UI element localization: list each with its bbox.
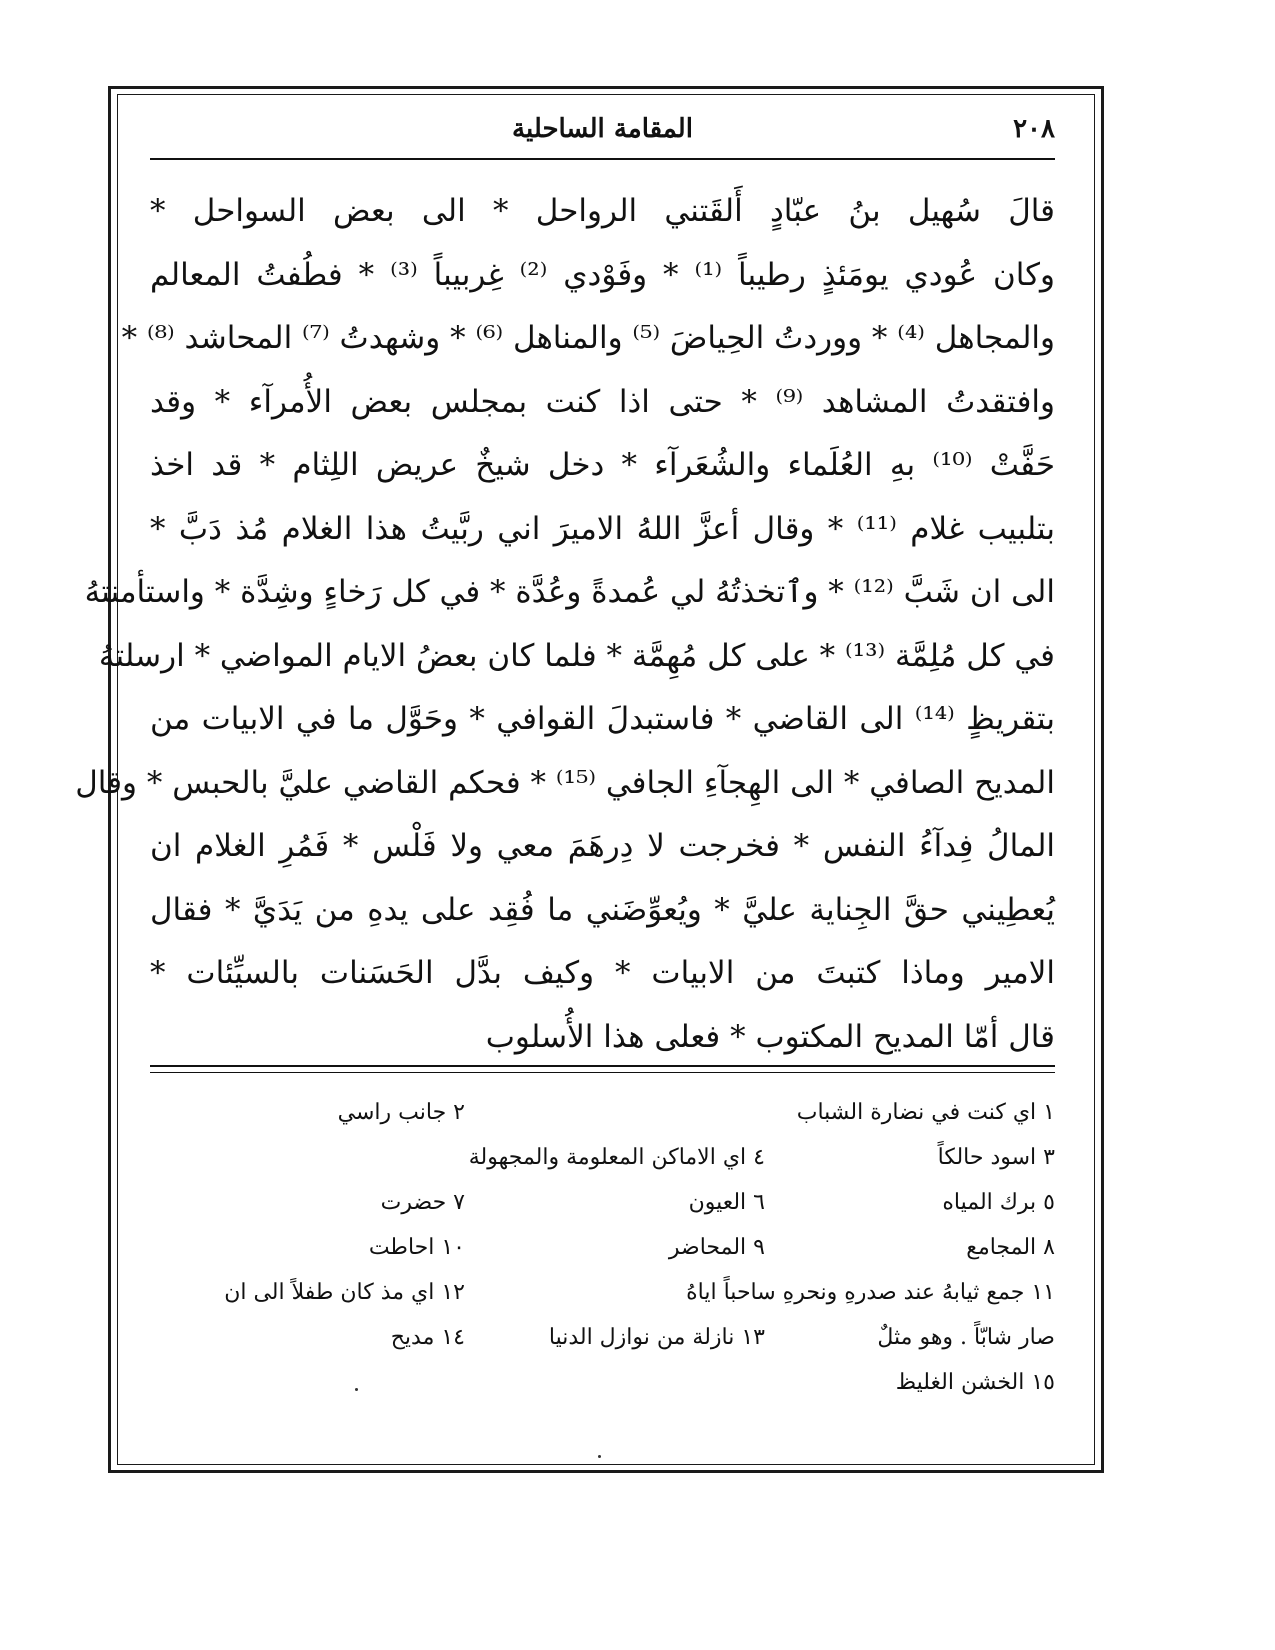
header-rule: [150, 158, 1055, 160]
text-line: في كل مُلِمَّة ⁽¹³⁾ * على كل مُهِمَّة * فلما كان بعضُ الايام المواضي * ارسلتهُ: [98, 637, 1055, 674]
footnote: ١٥ الخشن الغليظ: [895, 1370, 1055, 1395]
footnote-row: [150, 1090, 1055, 1135]
footnote: صار شابّاً . وهو مثلٌ: [877, 1325, 1055, 1350]
footnote: ٤ اي الاماكن المعلومة والمجهولة: [468, 1145, 765, 1170]
footnote: ٧ حضرت: [380, 1190, 465, 1215]
page-title: المقامة الساحلية: [512, 114, 693, 144]
page-header: [150, 114, 1055, 154]
footnote-row: [150, 1225, 1055, 1270]
footnote: ١١ جمع ثيابهُ عند صدرهِ ونحرهِ ساحباً اياهُ: [686, 1280, 1055, 1305]
footnote: ٨ المجامع: [966, 1235, 1055, 1260]
text-line: يُعطِيني حقَّ الجِناية عليَّ * ويُعوِّضَني ما فُقِد على يدهِ من يَدَيَّ * فقال: [150, 891, 1055, 928]
text-line: المالُ فِدآءُ النفس * فخرجت لا دِرهَمَ معي ولا فَلْس * فَمُرِ الغلام ان: [150, 828, 1055, 864]
footnote-row: [150, 1315, 1055, 1360]
footnote-row: [150, 1180, 1055, 1225]
text-line: قال أمّا المديح المكتوب * فعلى هذا الأُسلوب: [485, 1018, 1055, 1055]
main-text: [75, 180, 1055, 1069]
print-speck: [355, 1388, 358, 1391]
footnote: ٣ اسود حالكاً: [937, 1145, 1055, 1170]
text-line: بتقريظٍ ⁽¹⁴⁾ الى القاضي * فاستبدلَ القوافي * وحَوَّل ما في الابيات من: [150, 701, 1055, 737]
text-line: الامير وماذا كتبتَ من الابيات * وكيف بدَّل الحَسَنات بالسيِّئات *: [150, 955, 1055, 991]
text-line: المديح الصافي * الى الهِجآءِ الجافي ⁽¹⁵⁾ * فحكم القاضي عليَّ بالحبس * وقال: [75, 764, 1055, 801]
text-line: وافتقدتُ المشاهد ⁽⁹⁾ * حتى اذا كنت بمجلس بعض الأُمرآء * وقد: [150, 383, 1055, 420]
footnote: ١٤ مديح: [390, 1325, 465, 1350]
footnote-row: [150, 1135, 1055, 1180]
footnote-rule-thin: [150, 1072, 1055, 1073]
page-number: ٢٠٨: [1013, 114, 1055, 144]
book-page: [75, 100, 1055, 1460]
text-line: وكان عُودي يومَئذٍ رطيباً ⁽¹⁾ * وفَوْدي ⁽²⁾ غِربيباً ⁽³⁾ * فطُفتُ المعالم: [150, 256, 1055, 293]
footnote: ١ اي كنت في نضارة الشباب: [796, 1100, 1055, 1125]
text-line: والمجاهل ⁽⁴⁾ * ووردتُ الحِياضَ ⁽⁵⁾ والمناهل ⁽⁶⁾ * وشهدتُ ⁽⁷⁾ المحاشد ⁽⁸⁾ *: [121, 320, 1055, 356]
footnote-rule: [150, 1065, 1055, 1067]
footnote: ١٣ نازلة من نوازل الدنيا: [548, 1325, 765, 1350]
text-line: الى ان شَبَّ ⁽¹²⁾ * وٱتخذتُهُ لي عُمدةً وعُدَّة * في كل رَخاءٍ وشِدَّة * واستأمنتهُ: [84, 574, 1055, 610]
footnote: ٦ العيون: [688, 1190, 765, 1215]
footnote: ٥ برك المياه: [942, 1190, 1055, 1215]
footnote: ١٢ اي مذ كان طفلاً الى ان: [224, 1280, 465, 1305]
footnote-row: [150, 1270, 1055, 1315]
footnotes: [150, 1090, 1055, 1405]
text-line: بتلبيب غلام ⁽¹¹⁾ * وقال أعزَّ اللهُ الاميرَ اني ربَّيتُ هذا الغلام مُذ دَبَّ *: [150, 510, 1055, 547]
footnote-row: [150, 1360, 1055, 1405]
text-line: قالَ سُهيل بنُ عبّادٍ أَلقَتني الرواحل * الى بعض السواحل *: [150, 193, 1055, 229]
footnote: ٩ المحاضر: [668, 1235, 765, 1260]
print-speck: [598, 1455, 601, 1458]
footnote: ٢ جانب راسي: [337, 1100, 465, 1125]
footnote: ١٠ احاطت: [368, 1235, 465, 1260]
text-line: حَفَّتْ ⁽¹⁰⁾ بهِ العُلَماء والشُعَرآء * دخل شيخٌ عريض اللِثام * قد اخذ: [150, 447, 1055, 483]
